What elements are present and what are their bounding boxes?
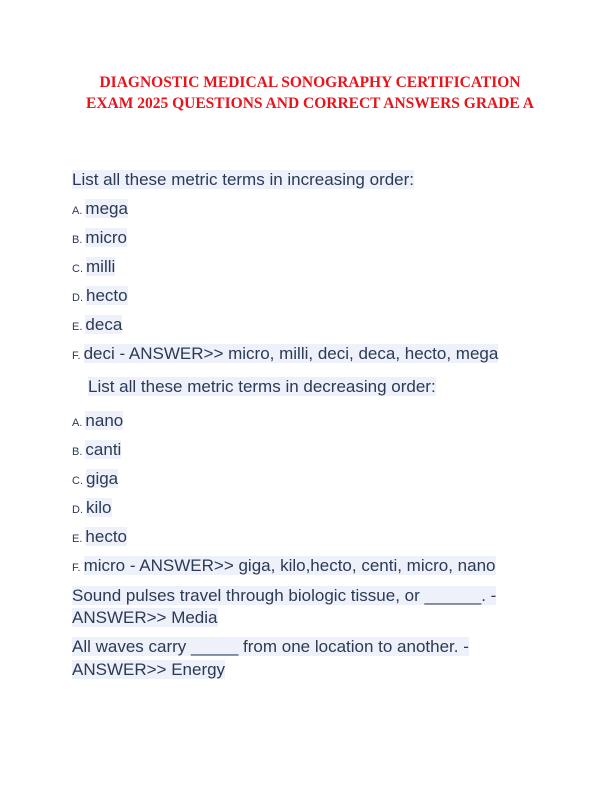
q2-option-e: E. hecto (72, 527, 127, 546)
q1-option-c: C. milli (72, 257, 116, 276)
title-line-2: EXAM 2025 QUESTIONS AND CORRECT ANSWERS GRADE A (85, 95, 534, 112)
q1-option-e: E. deca (72, 315, 123, 334)
q2-option-d: D. kilo (72, 498, 112, 517)
q2-option-b: B. canti (72, 440, 122, 459)
q1-option-f-answer: F. deci - ANSWER>> micro, milli, deci, deca, hecto, mega (72, 344, 499, 363)
title-line-1: DIAGNOSTIC MEDICAL SONOGRAPHY CERTIFICATION (99, 74, 521, 91)
question-4-line-1: All waves carry _____ from one location to another. - (72, 637, 469, 656)
question-4-answer: ANSWER>> Energy (72, 660, 226, 679)
q2-option-c: C. giga (72, 469, 119, 488)
q1-option-b: B. micro (72, 228, 127, 247)
q2-option-f-answer: F. micro - ANSWER>> giga, kilo,hecto, centi, micro, nano (72, 556, 496, 575)
question-2: List all these metric terms in decreasing order: (88, 377, 436, 396)
q1-option-a: A. mega (72, 199, 128, 218)
q1-option-d: D. hecto (72, 286, 128, 305)
q2-option-a: A. nano (72, 411, 124, 430)
question-3-line-1: Sound pulses travel through biologic tissue, or ______. - (72, 586, 497, 605)
question-1: List all these metric terms in increasing order: (72, 170, 415, 189)
question-3-answer: ANSWER>> Media (72, 608, 218, 627)
document-title (40, 72, 580, 114)
